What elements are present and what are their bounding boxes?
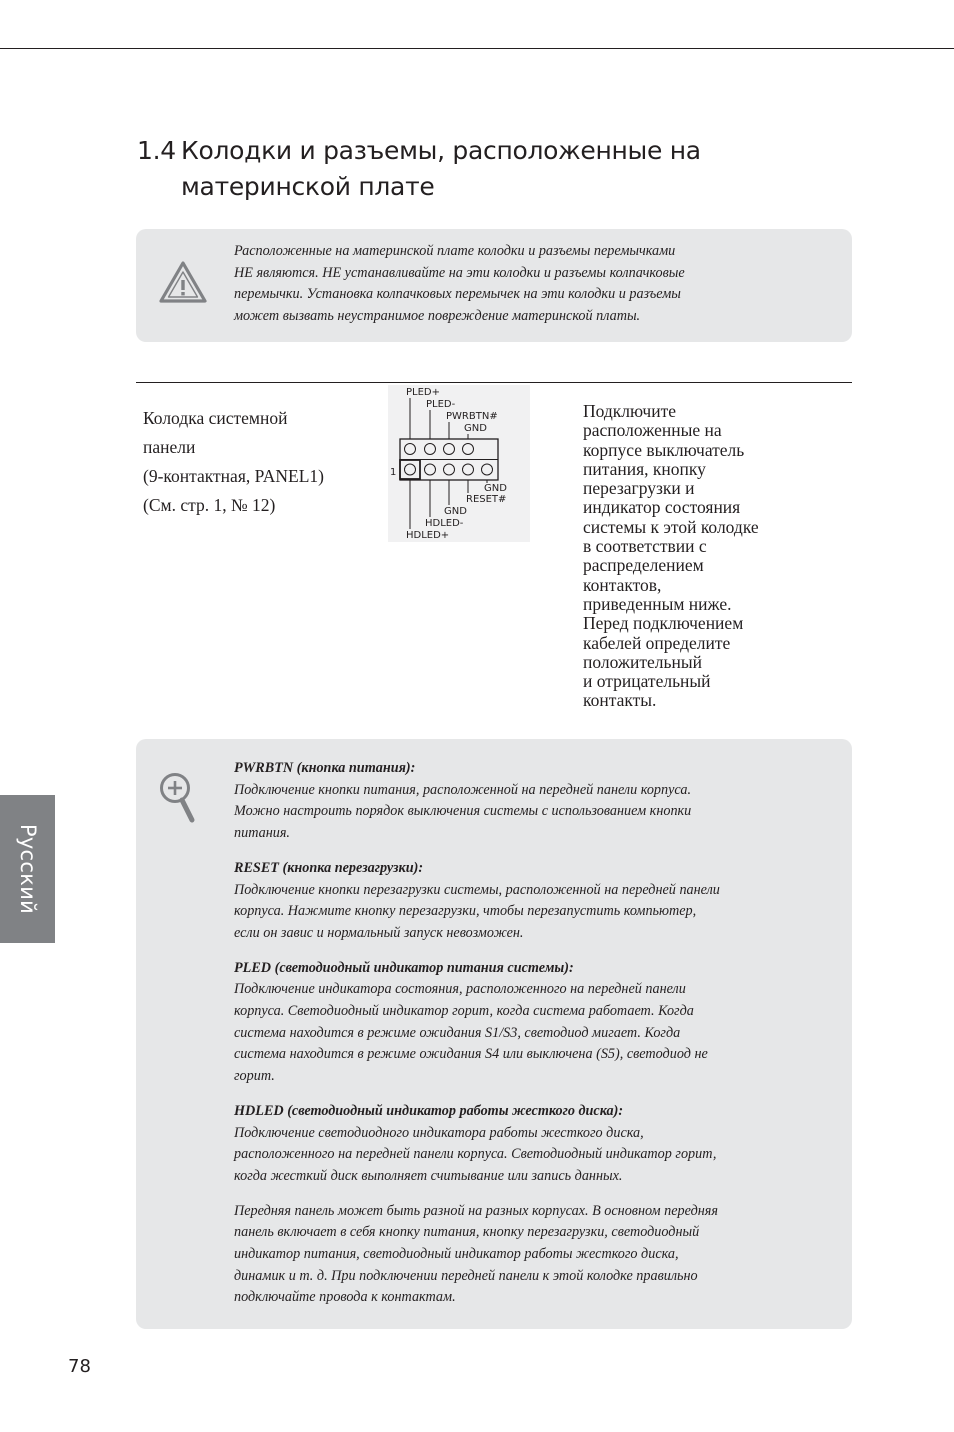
warning-triangle-icon <box>158 259 208 305</box>
description-line: Подключите <box>583 401 677 421</box>
note-item-hdled <box>234 1101 794 1188</box>
label-pled-minus: PLED- <box>426 399 456 410</box>
description-line: индикатор состояния <box>583 497 741 518</box>
note-title: PLED (светодиодный индикатор питания системы): <box>234 959 574 976</box>
top-rule <box>0 48 954 49</box>
note-item-pled <box>234 958 794 1088</box>
note-line: питания. <box>234 825 290 842</box>
magnifier-plus-icon <box>158 771 198 825</box>
description-line: расположенные на <box>583 420 722 441</box>
label-gnd-top: GND <box>464 423 487 434</box>
note-line: расположенного на передней панели корпуса. Светодиодный индикатор горит, <box>234 1146 717 1163</box>
header-label <box>143 404 373 520</box>
label-gnd-right: GND <box>484 483 507 494</box>
notes-content <box>234 758 794 1322</box>
pin1-label: 1 <box>390 467 397 478</box>
description-line: питания, кнопку <box>583 458 706 479</box>
warning-line: может вызвать неустранимое повреждение материнской платы. <box>234 307 641 324</box>
header-label-line: панели <box>143 437 196 457</box>
note-line: Подключение индикатора состояния, расположенного на передней панели <box>234 981 686 998</box>
note-item-pwrbtn <box>234 758 794 845</box>
label-hdled-plus: HDLED+ <box>406 530 450 541</box>
notes-box <box>136 739 852 1329</box>
header-label-line: (См. стр. 1, № 12) <box>143 495 276 515</box>
note-item-reset <box>234 858 794 945</box>
description-line: кабелей определите <box>583 632 731 653</box>
warning-text <box>234 241 834 327</box>
description-line: распределением <box>583 555 704 576</box>
description-line: в соответствии с <box>583 536 707 557</box>
warning-line: перемычки. Установка колпачковых перемычек на эти колодки и разъемы <box>234 286 681 303</box>
note-title: HDLED (светодиодный индикатор работы жесткого диска): <box>234 1102 624 1119</box>
section-title <box>137 133 857 205</box>
note-final-paragraph <box>234 1201 794 1310</box>
note-line: Подключение кнопки питания, расположенной на передней панели корпуса. <box>234 781 691 798</box>
description-line: приведенным ниже. <box>583 593 732 614</box>
note-line: система находится в режиме ожидания S1/S3, светодиод мигает. Когда <box>234 1024 681 1041</box>
note-line: индикатор питания, светодиодный индикатор работы жесткого диска, <box>234 1246 679 1263</box>
panel-pin-diagram <box>388 385 530 542</box>
header-label-line: Колодка системной <box>143 408 288 428</box>
note-line: Подключение светодиодного индикатора работы жесткого диска, <box>234 1124 644 1141</box>
note-line: корпуса. Нажмите кнопку перезагрузки, чтобы перезапустить компьютер, <box>234 903 697 920</box>
warning-line: НЕ являются. НЕ устанавливайте на эти колодки и разъемы колпачковые <box>234 264 685 281</box>
note-title: PWRBTN (кнопка питания): <box>234 760 416 776</box>
note-line: Передняя панель может быть разной на разных корпусах. В основном передняя <box>234 1202 718 1219</box>
label-pwrbtn: PWRBTN# <box>446 411 498 422</box>
note-line: панель включает в себя кнопку питания, кнопку перезагрузки, светодиодный <box>234 1224 700 1241</box>
description-line: контактов, <box>583 574 662 595</box>
description-line: положительный <box>583 651 703 672</box>
description-line: и отрицательный <box>583 671 711 692</box>
language-side-tab <box>0 795 55 943</box>
description-line: Перед подключением <box>583 613 744 634</box>
header-description <box>583 402 803 711</box>
warning-line: Расположенные на материнской плате колодки и разъемы перемычками <box>234 243 676 259</box>
note-line: когда жесткий диск выполняет считывание или запись данных. <box>234 1167 623 1184</box>
page-number: 78 <box>68 1356 91 1377</box>
note-line: Можно настроить порядок выключения системы с использованием кнопки <box>234 803 692 820</box>
note-line: подключайте провода к контактам. <box>234 1289 456 1306</box>
description-line: системы к этой колодке <box>583 516 759 537</box>
label-reset: RESET# <box>466 494 507 505</box>
header-label-line: (9-контактная, PANEL1) <box>143 466 324 486</box>
note-line: система находится в режиме ожидания S4 или выключена (S5), светодиод не <box>234 1046 708 1063</box>
note-line: горит. <box>234 1068 275 1085</box>
note-line: динамик и т. д. При подключении передней панели к этой колодке правильно <box>234 1267 698 1284</box>
section-divider <box>136 382 852 383</box>
note-line: корпуса. Светодиодный индикатор горит, когда система работает. Когда <box>234 1003 694 1020</box>
section-title-text: Колодки и разъемы, расположенные на материнской плате <box>181 136 701 201</box>
label-hdled-minus: HDLED- <box>425 518 464 529</box>
note-line: если он завис и нормальный запуск невозможен. <box>234 924 524 941</box>
language-tab-label: Русский <box>15 823 40 915</box>
section-number: 1.4 <box>137 136 176 165</box>
description-line: перезагрузки и <box>583 478 695 499</box>
note-line: Подключение кнопки перезагрузки системы, расположенной на передней панели <box>234 881 720 898</box>
label-pled-plus: PLED+ <box>406 387 440 398</box>
warning-box <box>136 229 852 342</box>
label-gnd-bottom: GND <box>444 506 467 517</box>
note-title: RESET (кнопка перезагрузки): <box>234 859 424 876</box>
description-line: контакты. <box>583 690 657 711</box>
description-line: корпусе выключатель <box>583 439 745 460</box>
